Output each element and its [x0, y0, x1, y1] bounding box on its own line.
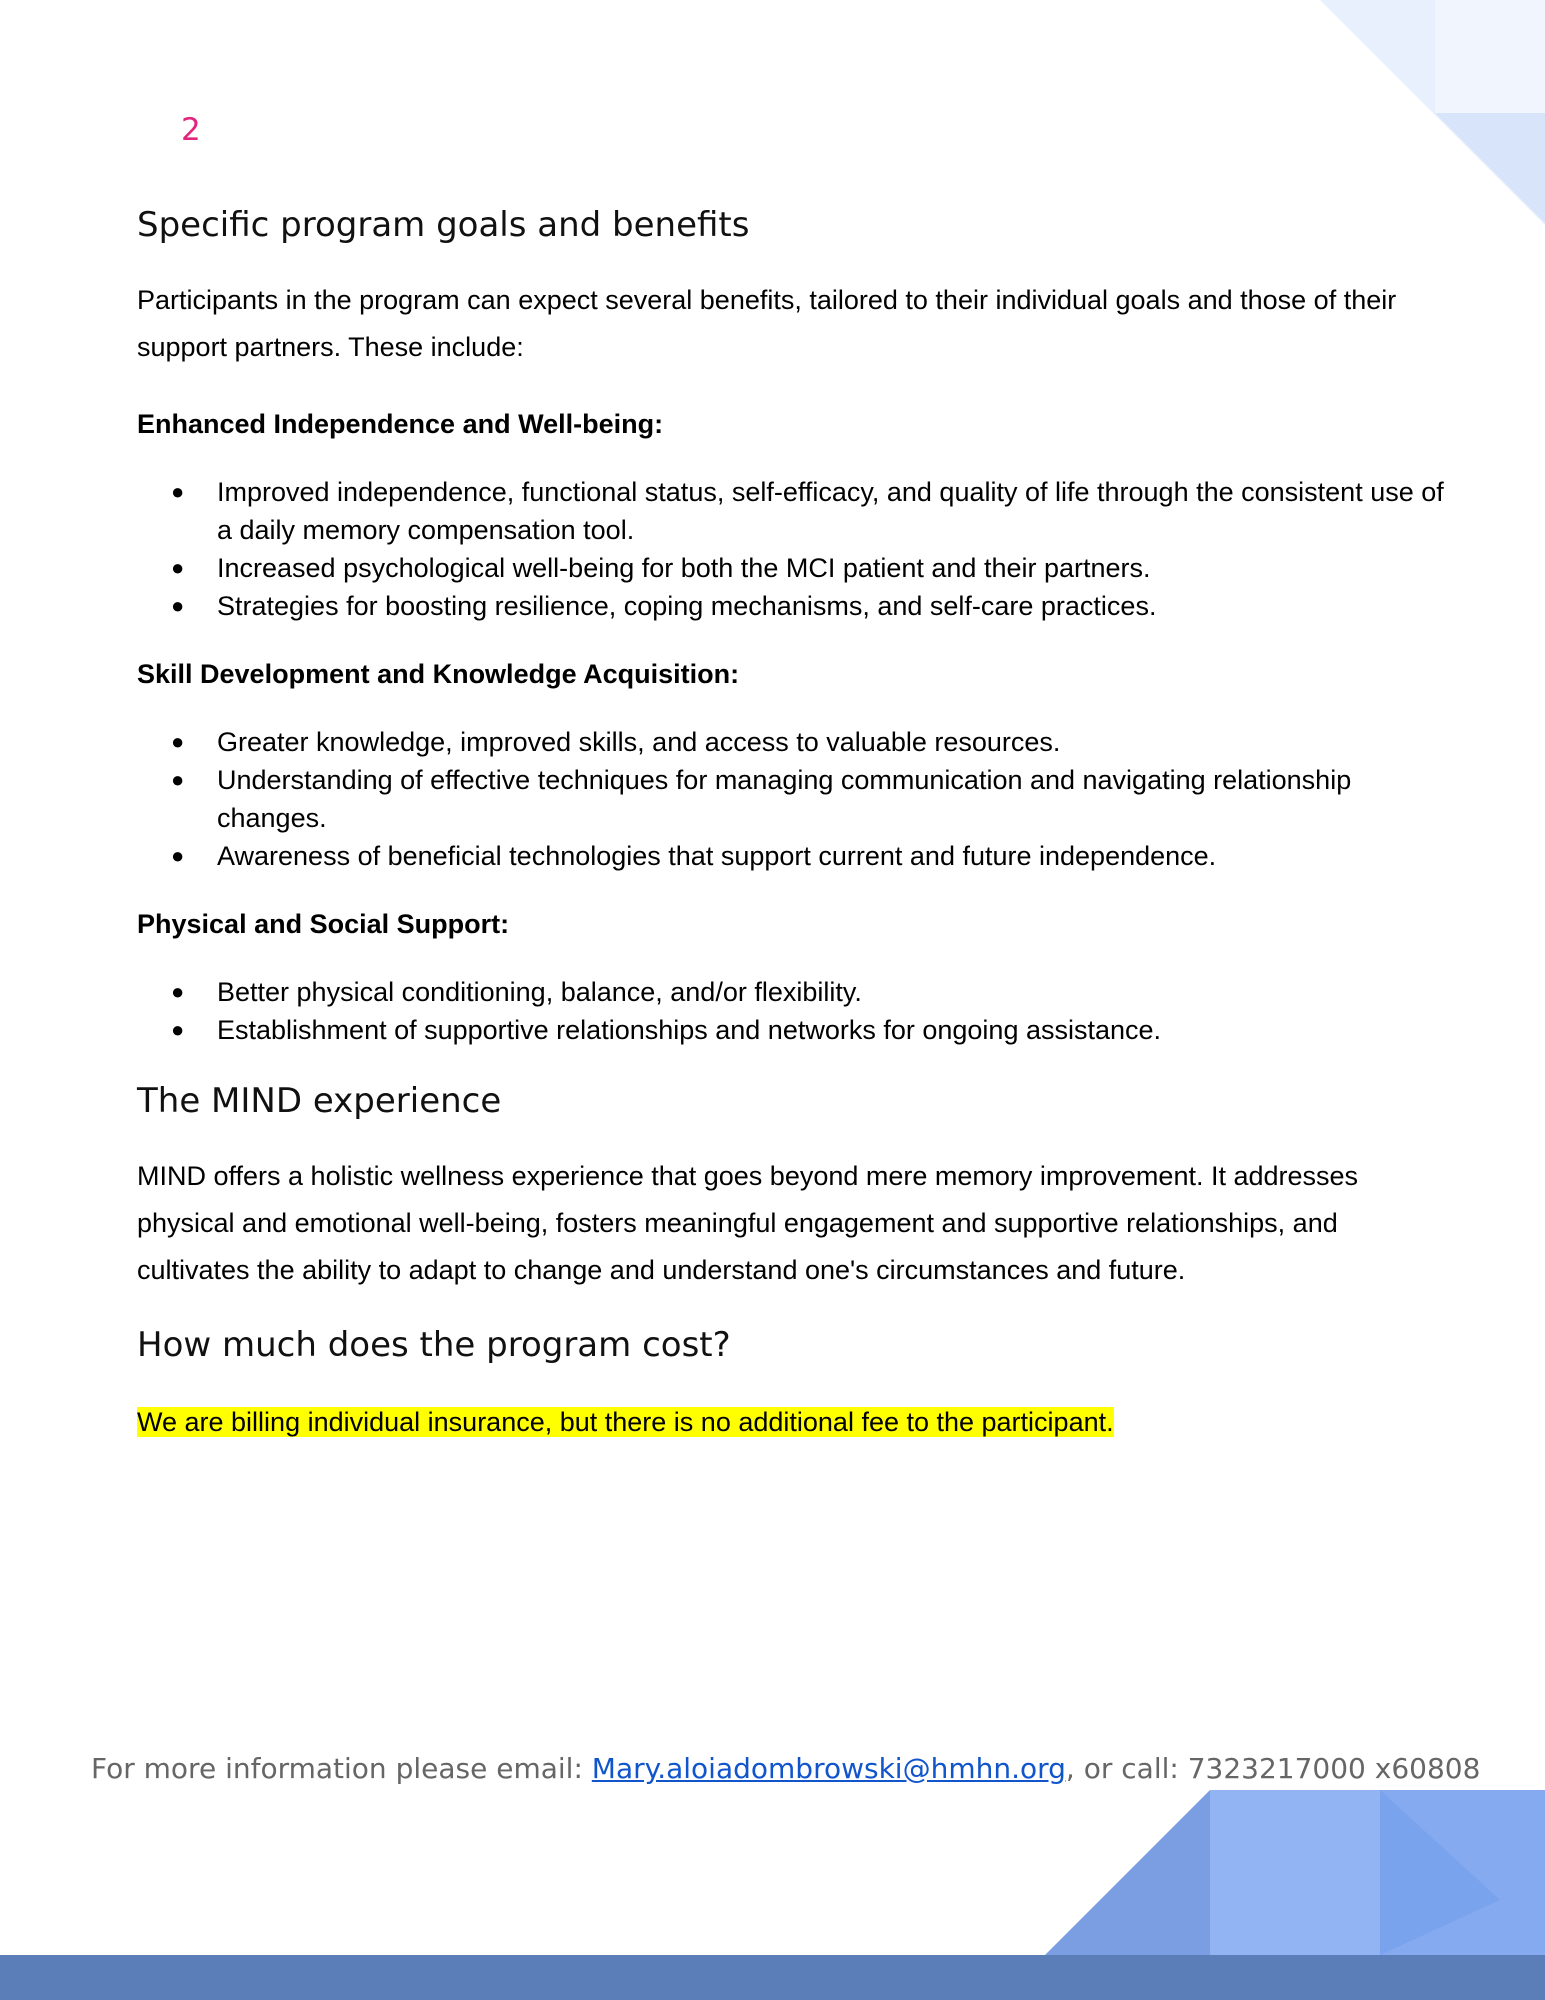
bullet-icon: ●: [171, 767, 185, 792]
subheading-independence: Enhanced Independence and Well-being:: [137, 409, 664, 439]
section-heading-cost: How much does the program cost?: [137, 1325, 731, 1365]
list-item: ● Establishment of supportive relationships and networks for ongoing assistance.: [137, 1011, 1457, 1049]
corner-square-top: [1435, 0, 1545, 113]
page-number: 2: [181, 112, 201, 148]
list-item: ● Understanding of effective techniques for managing communication and navigating relationship changes.: [137, 761, 1457, 837]
corner-square-bottom: [1210, 1790, 1380, 1955]
bullet-icon: ●: [171, 843, 185, 868]
goals-intro: Participants in the program can expect several benefits, tailored to their individual goals and those of their support partners. These include:: [137, 285, 1397, 362]
bullet-icon: ●: [171, 729, 185, 754]
corner-shape-bottom-left: [1045, 1790, 1210, 1955]
list-item: ● Better physical conditioning, balance, and/or flexibility.: [137, 973, 1457, 1011]
email-link[interactable]: Mary.aloiadombrowski@hmhn.org: [591, 1752, 1066, 1785]
list-item: ● Greater knowledge, improved skills, and access to valuable resources.: [137, 723, 1457, 761]
bullet-icon: ●: [171, 979, 185, 1004]
bullet-icon: ●: [171, 1017, 185, 1042]
list-item: ● Awareness of beneficial technologies that support current and future independence.: [137, 837, 1457, 875]
section-heading-goals: Specific program goals and benefits: [137, 205, 750, 245]
corner-square-bottom-right: [1380, 1790, 1545, 1955]
section-heading-experience: The MIND experience: [137, 1081, 502, 1121]
bullet-icon: ●: [171, 593, 185, 618]
list-item: ● Improved independence, functional status, self-efficacy, and quality of life through the consistent use of a daily memory compensation tool.: [137, 473, 1457, 549]
bullet-list-skills: [137, 723, 1457, 875]
bullet-icon: ●: [171, 479, 185, 504]
list-item: ● Increased psychological well-being for both the MCI patient and their partners.: [137, 549, 1457, 587]
bullet-list-physical: [137, 973, 1457, 1049]
bullet-list-independence: [137, 473, 1457, 625]
corner-triangle-bottom: [1380, 1790, 1500, 1955]
footer-suffix: , or call: 7323217000 x60808: [1065, 1752, 1481, 1785]
experience-body: MIND offers a holistic wellness experience that goes beyond mere memory improvement. It addresses physical and emotional well-being, fosters meaningful engagement and supportive relationships, and cultivates the ability to adapt to change and understand one's circumstances and future.: [137, 1161, 1359, 1285]
cost-body: [137, 1399, 1457, 1446]
footer-prefix: For more information please email:: [91, 1752, 592, 1785]
document-body: [137, 200, 1457, 1446]
bullet-icon: ●: [171, 555, 185, 580]
corner-shape-top: [1320, 0, 1545, 225]
subheading-skill-development: Skill Development and Knowledge Acquisition:: [137, 659, 740, 689]
bottom-bar: [0, 1955, 1545, 2000]
highlighted-text: We are billing individual insurance, but there is no additional fee to the participant.: [137, 1407, 1114, 1437]
list-item: ● Strategies for boosting resilience, coping mechanisms, and self-care practices.: [137, 587, 1457, 625]
footer-contact: [91, 1752, 1480, 1785]
subheading-physical-social: Physical and Social Support:: [137, 909, 510, 939]
